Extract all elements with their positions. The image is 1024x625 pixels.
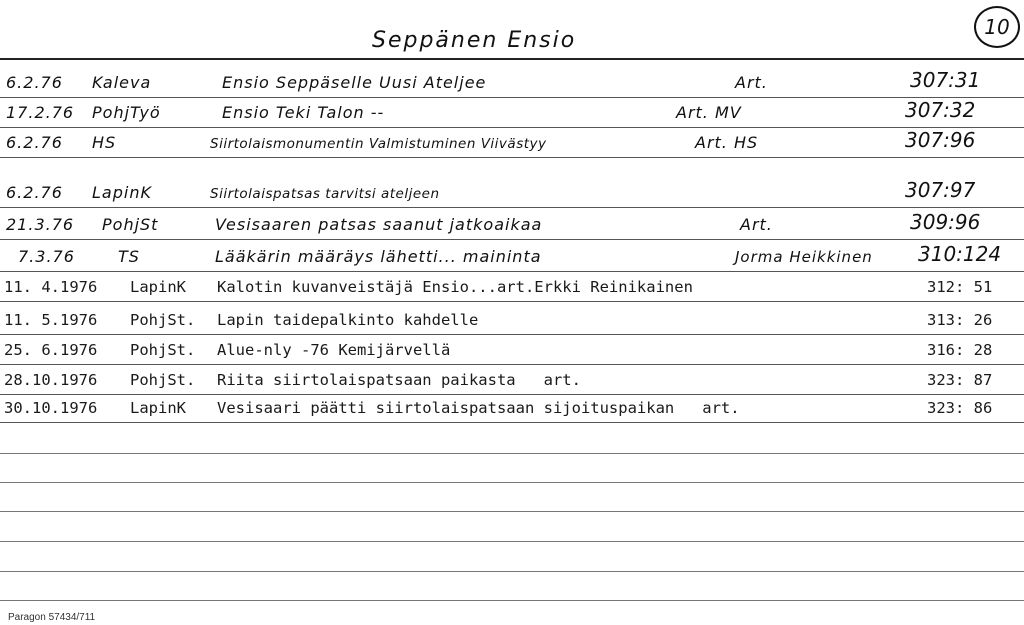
entry-date: 25. 6.1976 — [4, 341, 98, 359]
typed-entry-row — [0, 335, 1024, 365]
entry-date: 30.10.1976 — [4, 399, 98, 417]
entry-ref: 323: 87 — [927, 371, 993, 389]
entry-date: 6.2.76 — [6, 73, 63, 92]
entry-row — [0, 210, 1024, 240]
entry-source: PohjSt. — [130, 311, 196, 329]
typed-entry-row — [0, 305, 1024, 335]
entry-ref: 307:97 — [905, 178, 976, 202]
entry-source: Kaleva — [92, 73, 152, 92]
entry-row — [0, 242, 1024, 272]
entry-ref: 307:96 — [905, 128, 976, 152]
row-rule — [0, 157, 1024, 158]
entry-source: LapinK — [130, 399, 186, 417]
entry-ref: 307:32 — [905, 98, 976, 122]
entry-title: Ensio Teki Talon -- — [222, 103, 385, 122]
entry-row — [0, 178, 1024, 208]
entry-row — [0, 128, 1024, 158]
entry-date: 7.3.76 — [18, 247, 75, 266]
blank-rule — [0, 541, 1024, 542]
typed-entry-row — [0, 365, 1024, 395]
entry-row — [0, 68, 1024, 98]
entry-title: Vesisaari päätti siirtolaispatsaan sijoituspaikan art. — [217, 399, 740, 417]
entry-title: Lääkärin määräys lähetti... maininta — [215, 247, 542, 266]
entry-title: Siirtolaismonumentin Valmistuminen Viivästyy — [210, 136, 547, 152]
typed-entry-row — [0, 272, 1024, 302]
entry-note: Art. — [740, 215, 773, 234]
blank-rule — [0, 453, 1024, 454]
typed-entry-row — [0, 393, 1024, 423]
entry-date: 17.2.76 — [6, 103, 75, 122]
entry-title: Lapin taidepalkinto kahdelle — [217, 311, 479, 329]
entry-title: Siirtolaispatsas tarvitsi ateljeen — [210, 186, 440, 202]
entry-source: LapinK — [92, 183, 152, 202]
card-footer-imprint: Paragon 57434/711 — [8, 612, 96, 623]
header-rule — [0, 58, 1024, 60]
entry-date: 21.3.76 — [6, 215, 75, 234]
entry-note: Art. HS — [695, 133, 759, 152]
entry-date: 11. 4.1976 — [4, 278, 98, 296]
entry-ref: 313: 26 — [927, 311, 993, 329]
entry-title: Riita siirtolaispatsaan paikasta art. — [217, 371, 581, 389]
row-rule — [0, 207, 1024, 208]
entry-date: 11. 5.1976 — [4, 311, 98, 329]
entry-title: Ensio Seppäselle Uusi Ateljee — [222, 73, 487, 92]
entry-ref: 307:31 — [910, 68, 981, 92]
entry-date: 6.2.76 — [6, 183, 63, 202]
blank-rule — [0, 571, 1024, 572]
entry-ref: 316: 28 — [927, 341, 993, 359]
entry-source: HS — [92, 133, 117, 152]
entry-ref: 323: 86 — [927, 399, 993, 417]
row-rule — [0, 301, 1024, 302]
row-rule — [0, 239, 1024, 240]
entry-note: Art. MV — [676, 103, 742, 122]
entry-source: PohjSt. — [130, 371, 196, 389]
card-header-name: Seppänen Ensio — [372, 28, 577, 53]
entry-source: TS — [118, 247, 140, 266]
entry-date: 6.2.76 — [6, 133, 63, 152]
blank-rule — [0, 511, 1024, 512]
entry-row — [0, 98, 1024, 128]
entry-date: 28.10.1976 — [4, 371, 98, 389]
entry-title: Kalotin kuvanveistäjä Ensio...art.Erkki Reinikainen — [217, 278, 693, 296]
blank-rule — [0, 600, 1024, 601]
blank-rule — [0, 482, 1024, 483]
entry-source: PohjSt — [102, 215, 159, 234]
entry-source: PohjTyö — [92, 103, 161, 122]
entry-source: PohjSt. — [130, 341, 196, 359]
entry-title: Vesisaaren patsas saanut jatkoaikaa — [215, 215, 543, 234]
entry-ref: 312: 51 — [927, 278, 993, 296]
entry-note: Jorma Heikkinen — [735, 248, 873, 266]
entry-title: Alue-nly -76 Kemijärvellä — [217, 341, 451, 359]
entry-ref: 310:124 — [918, 242, 1002, 266]
entry-ref: 309:96 — [910, 210, 981, 234]
row-rule — [0, 422, 1024, 423]
entry-note: Art. — [735, 73, 768, 92]
card-number-circle: 10 — [974, 6, 1020, 48]
entry-source: LapinK — [130, 278, 186, 296]
